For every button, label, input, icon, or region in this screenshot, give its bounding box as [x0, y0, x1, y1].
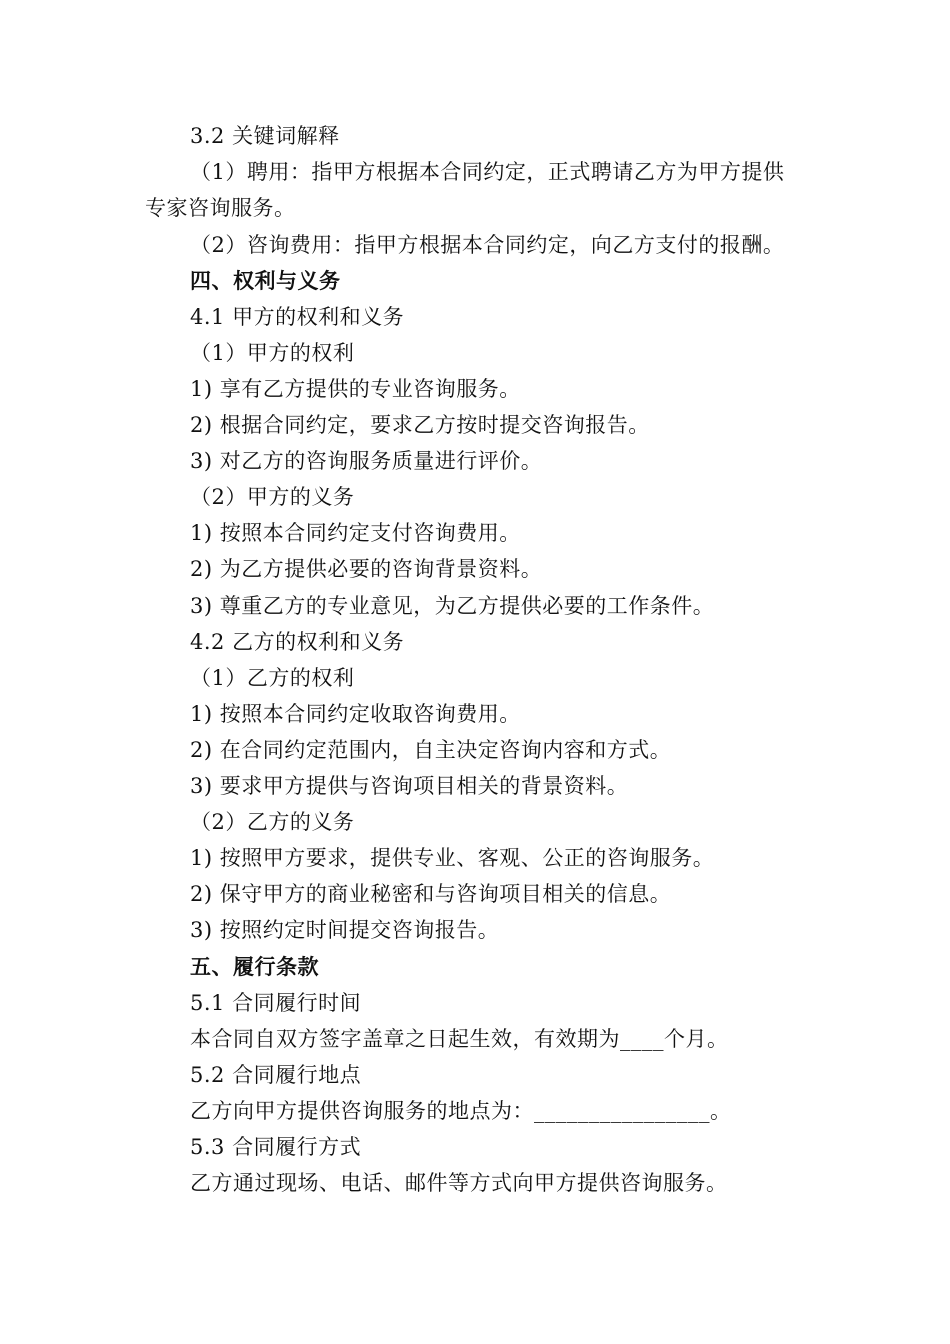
paragraph-line: 本合同自双方签字盖章之日起生效，有效期为____个月。: [190, 1027, 729, 1051]
subsection-title: （1）乙方的权利: [190, 666, 355, 690]
section-5-heading: 五、履行条款: [190, 954, 319, 979]
section-3-2-title: 3.2 关键词解释: [190, 124, 340, 148]
section-4-2-title: 4.2 乙方的权利和义务: [190, 630, 405, 654]
list-item: 2) 为乙方提供必要的咨询背景资料。: [190, 557, 543, 581]
paragraph-line: （1）聘用：指甲方根据本合同约定，正式聘请乙方为甲方提供: [190, 160, 785, 184]
subsection-title: （2）甲方的义务: [190, 485, 355, 509]
list-item: 1) 按照本合同约定支付咨询费用。: [190, 521, 521, 545]
list-item: 2) 在合同约定范围内，自主决定咨询内容和方式。: [190, 738, 672, 762]
section-4-heading: 四、权利与义务: [190, 268, 341, 293]
list-item: 1) 享有乙方提供的专业咨询服务。: [190, 377, 521, 401]
list-item: 3) 尊重乙方的专业意见，为乙方提供必要的工作条件。: [190, 594, 715, 618]
paragraph-line: 乙方通过现场、电话、邮件等方式向甲方提供咨询服务。: [190, 1171, 728, 1195]
subsection-title: （1）甲方的权利: [190, 341, 355, 365]
list-item: 3) 对乙方的咨询服务质量进行评价。: [190, 449, 543, 473]
list-item: 2) 根据合同约定，要求乙方按时提交咨询报告。: [190, 413, 650, 437]
paragraph-line: （2）咨询费用：指甲方根据本合同约定，向乙方支付的报酬。: [190, 233, 785, 257]
section-4-1-title: 4.1 甲方的权利和义务: [190, 305, 405, 329]
list-item: 1) 按照本合同约定收取咨询费用。: [190, 702, 521, 726]
subsection-title: （2）乙方的义务: [190, 810, 355, 834]
list-item: 3) 按照约定时间提交咨询报告。: [190, 918, 500, 942]
list-item: 1) 按照甲方要求，提供专业、客观、公正的咨询服务。: [190, 846, 715, 870]
list-item: 3) 要求甲方提供与咨询项目相关的背景资料。: [190, 774, 629, 798]
section-5-3-title: 5.3 合同履行方式: [190, 1135, 362, 1159]
list-item: 2) 保守甲方的商业秘密和与咨询项目相关的信息。: [190, 882, 672, 906]
paragraph-line: 专家咨询服务。: [145, 196, 296, 220]
section-5-1-title: 5.1 合同履行时间: [190, 991, 362, 1015]
section-5-2-title: 5.2 合同履行地点: [190, 1063, 362, 1087]
paragraph-line: 乙方向甲方提供咨询服务的地点为：________________。: [190, 1099, 732, 1123]
